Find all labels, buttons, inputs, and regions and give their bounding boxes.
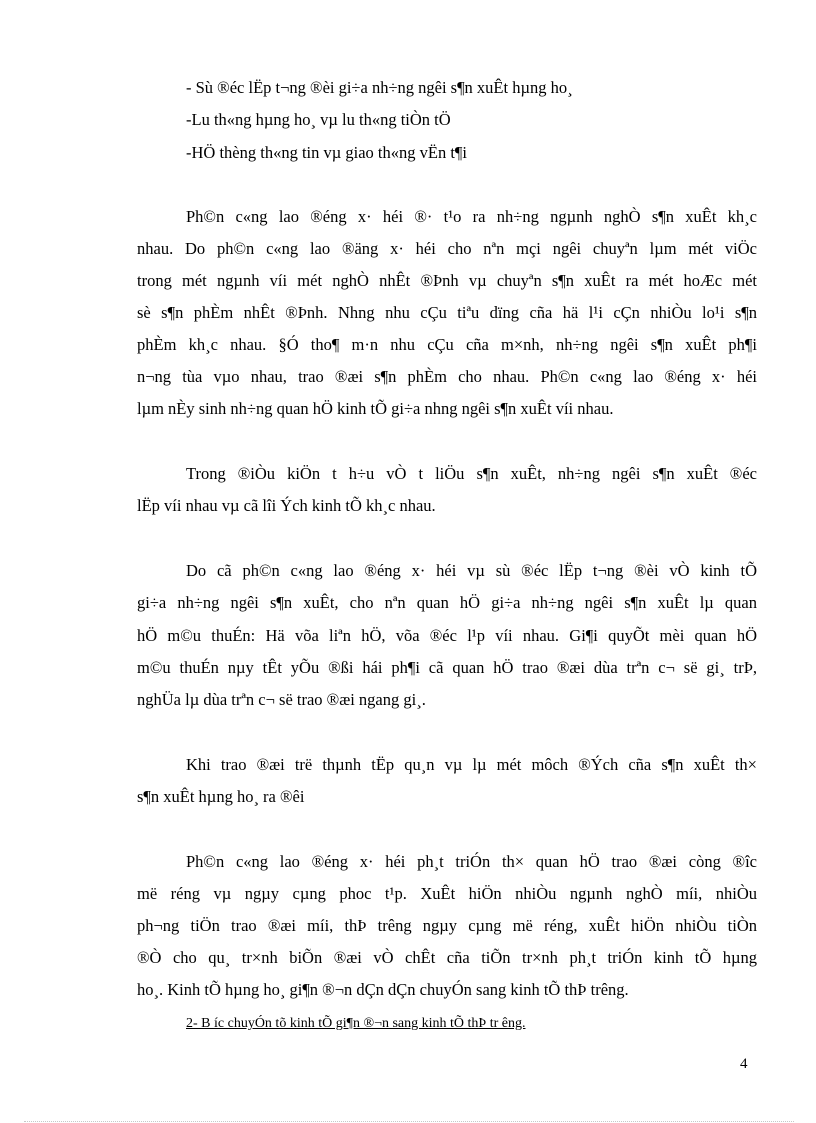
paragraph-line: lµm nÈy sinh nh÷ng quan hÖ kinh tÕ gi÷a nhng ngêi s¶n xuÊt víi nhau. <box>137 399 614 418</box>
paragraph-line: phÈm kh¸c nhau. §Ó tho¶ m·n nhu cÇu cña m×nh, nh÷ng ngêi s¶n xuÊt ph¶i <box>137 335 757 354</box>
paragraph-line: m©u thuÉn nµy tÊt yÕu ®ßi hái ph¶i cã quan hÖ trao ®æi dùa trªn c¬ së gi¸ trÞ, <box>137 658 757 677</box>
paragraph-line: nghÜa lµ dùa trªn c¬ së trao ®æi ngang gi¸. <box>137 690 426 709</box>
paragraph-line: më réng vµ ngµy cµng phoc t¹p. XuÊt hiÖn nhiÒu ngµnh nghÒ míi, nhiÒu <box>137 884 757 903</box>
paragraph-line: hÖ m©u thuÉn: Hä võa liªn hÖ, võa ®éc l¹p víi nhau. Gi¶i quyÕt mèi quan hÖ <box>137 626 757 645</box>
bullet-line: - Sù ®éc lËp t¬ng ®èi gi÷a nh÷ng ngêi s¶n xuÊt hµng ho¸ <box>186 78 573 97</box>
paragraph-line: Ph©n c«ng lao ®éng x· héi ®· t¹o ra nh÷ng ngµnh nghÒ s¶n xuÊt kh¸c <box>186 207 757 226</box>
paragraph-line: trong mét ngµnh víi mét nghÒ nhÊt ®Þnh vµ chuyªn s¶n xuÊt ra mét hoÆc mét <box>137 271 757 290</box>
page-number: 4 <box>740 1056 748 1072</box>
bullet-line: -HÖ thèng th«ng tin vµ giao th«ng vËn t¶i <box>186 143 467 162</box>
paragraph-line: ph¬ng tiÖn trao ®æi míi, thÞ trêng ngµy cµng më réng, xuÊt hiÖn nhiÒu tiÒn <box>137 916 757 935</box>
paragraph-line: ®Ò cho qu¸ tr×nh biÕn ®æi vÒ chÊt cña tiÕn tr×nh ph¸t triÓn kinh tÕ hµng <box>137 948 757 967</box>
footer-divider <box>24 1121 794 1122</box>
paragraph-line: Ph©n c«ng lao ®éng x· héi ph¸t triÓn th× quan hÖ trao ®æi còng ®îc <box>186 852 757 871</box>
paragraph-line: ho¸. Kinh tÕ hµng ho¸ gi¶n ®¬n dÇn dÇn chuyÓn sang kinh tÕ thÞ trêng. <box>137 980 629 999</box>
paragraph-line: nhau. Do ph©n c«ng lao ®äng x· héi cho nªn mçi ngêi chuyªn lµm mét viÖc <box>137 239 757 258</box>
paragraph-line: sè s¶n phÈm nhÊt ®Þnh. Nhng nhu cÇu tiªu dïng cña hä l¹i cÇn nhiÒu lo¹i s¶n <box>137 303 757 322</box>
paragraph-line: n¬ng tùa vµo nhau, trao ®æi s¶n phÈm cho nhau. Ph©n c«ng lao ®éng x· héi <box>137 367 757 386</box>
paragraph-line: s¶n xuÊt hµng ho¸ ra ®êi <box>137 787 305 806</box>
paragraph-line: gi÷a nh÷ng ngêi s¶n xuÊt, cho nªn quan hÖ gi÷a nh÷ng ngêi s¶n xuÊt lµ quan <box>137 593 757 612</box>
paragraph-line: Khi trao ®æi trë thµnh tËp qu¸n vµ lµ mét môch ®Ých cña s¶n xuÊt th× <box>186 755 757 774</box>
bullet-line: -Lu th«ng hµng ho¸ vµ lu th«ng tiÒn tÖ <box>186 110 451 129</box>
paragraph-line: Do cã ph©n c«ng lao ®éng x· héi vµ sù ®éc lËp t¬ng ®èi vÒ kinh tÕ <box>186 561 757 580</box>
paragraph-line: lËp víi nhau vµ cã lîi Ých kinh tÕ kh¸c nhau. <box>137 496 436 515</box>
paragraph-line: Trong ®iÒu kiÖn t h÷u vÒ t liÖu s¶n xuÊt, nh÷ng ngêi s¶n xuÊt ®éc <box>186 464 757 483</box>
section-heading: 2- B íc chuyÓn tõ kinh tÕ gi¶n ®¬n sang kinh tÕ thÞ tr êng. <box>186 1016 526 1031</box>
